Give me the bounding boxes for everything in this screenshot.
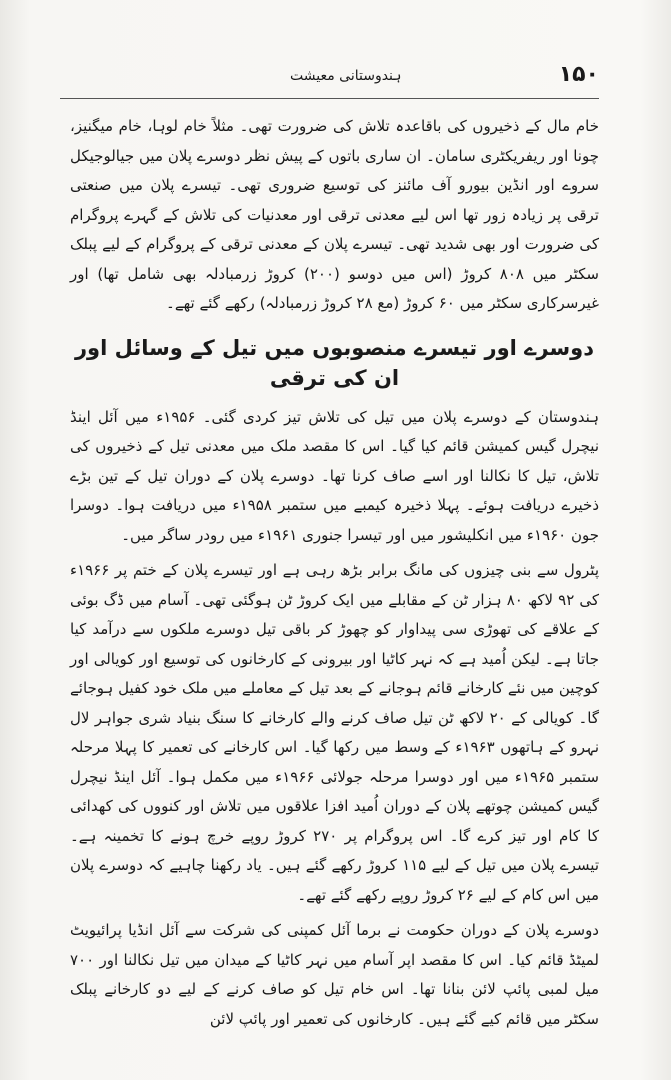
page-number: ۱۵۰ <box>558 62 599 87</box>
paragraph-oil-india: دوسرے پلان کے دوران حکومت نے برما آئل کمپنی کی شرکت سے آئل انڈیا پرائیویٹ لمیٹڈ قائم کیا۔ اس کا مقصد اپر آسام میں نہر کاٹیا کے میدان میں تیل نکالنا اور ۷۰۰ میل لمبی پائپ لائن بنانا تھا۔ اس خام تیل کو صاف کرنے کے لیے دو کارخانے پبلک سکٹر میں قائم کیے گئے ہیں۔ کارخانوں کی تعمیر اور پائپ لائن <box>70 921 599 1028</box>
running-title: ہندوستانی معیشت <box>290 68 402 84</box>
section-heading: دوسرے اور تیسرے منصوبوں میں تیل کے وسائل اور ان کی ترقی <box>74 335 595 390</box>
paragraph-minerals: خام مال کے ذخیروں کی باقاعدہ تلاش کی ضرورت تھی۔ مثلاً خام لوہا، خام میگنیز، چونا اور ریفریکٹری سامان۔ ان ساری باتوں کے پیش نظر دوسرے پلان میں جیالوجیکل سروے اور انڈین بیورو آف مائنز کی توسیع ضروری تھی۔ تیسرے پلان میں صنعتی ترقی پر زیادہ زور تھا اس لیے معدنی ترقی اور معدنیات کی تلاش کے گہرے پروگرام کی ضرورت اور بھی شدید تھی۔ تیسرے پلان کے معدنی ترقی کے پروگرام کے لیے پبلک سکٹر میں ۸۰۸ کروڑ (اس میں دوسو (۲۰۰) کروڑ زرمبادلہ بھی شامل تھا) اور غیرسرکاری سکٹر میں ۶۰ کروڑ (مع ۲۸ کروڑ زرمبادلہ) رکھے گئے تھے۔ <box>70 117 599 312</box>
page-body <box>70 112 599 1040</box>
paragraph-oil-exploration: ہندوستان کے دوسرے پلان میں تیل کی تلاش تیز کردی گئی۔ ۱۹۵۶ء میں آئل اینڈ نیچرل گیس کمیشن قائم کیا گیا۔ اس کا مقصد ملک میں معدنی تیل کے ذخیروں کی تلاش، تیل کا نکالنا اور اسے صاف کرنا تھا۔ دوسرے پلان کے دوران تیل کے تین بڑے ذخیرے دریافت ہوئے۔ پہلا ذخیرہ کیمبے میں ستمبر ۱۹۵۸ء میں دریافت ہوا۔ دوسرا جون ۱۹۶۰ء میں انکلیشور میں اور تیسرا جنوری ۱۹۶۱ء میں رودر ساگر میں۔ <box>70 407 599 544</box>
page-header <box>60 58 599 99</box>
paragraph-petroleum-demand: پٹرول سے بنی چیزوں کی مانگ برابر بڑھ رہی ہے اور تیسرے پلان کے ختم پر ۱۹۶۶ء کی ۹۲ لاکھ ۸۰ ہزار ٹن کے مقابلے میں ایک کروڑ ٹن ہوگئی تھی۔ آسام میں ڈگ بوئی کے علاقے کی تھوڑی سی پیداوار کو چھوڑ کر باقی تیل دوسرے ملکوں سے درآمد کیا جاتا ہے۔ لیکن اُمید ہے کہ نہر کاٹیا اور بیرونی کے کارخانوں کی توسیع اور کویالی اور کوچین میں نئے کارخانے قائم ہوجانے کے بعد تیل کے معاملے میں ملک خود کفیل ہوجائے گا۔ کویالی کے ۲۰ لاکھ ٹن تیل صاف کرنے والے کارخانے کا سنگ بنیاد شری جواہر لال نہرو کے ہاتھوں ۱۹۶۳ء کے وسط میں رکھا گیا۔ اس کارخانے کی تعمیر کا پہلا مرحلہ ستمبر ۱۹۶۵ء میں اور دوسرا مرحلہ جولائی ۱۹۶۶ء میں مکمل ہوا۔ آئل اینڈ نیچرل گیس کمیشن چوتھے پلان کے دوران اُمید افزا علاقوں میں تلاش اور کنووں کی کھدائی کا کام اور تیز کرے گا۔ اس پروگرام پر ۲۷۰ کروڑ روپے خرچ ہونے کا تخمینہ ہے۔ تیسرے پلان میں تیل کے لیے ۱۱۵ کروڑ رکھے گئے ہیں۔ یاد رکھنا چاہیے کہ دوسرے پلان میں اس کام کے لیے ۲۶ کروڑ روپے رکھے گئے تھے۔ <box>69 561 599 904</box>
